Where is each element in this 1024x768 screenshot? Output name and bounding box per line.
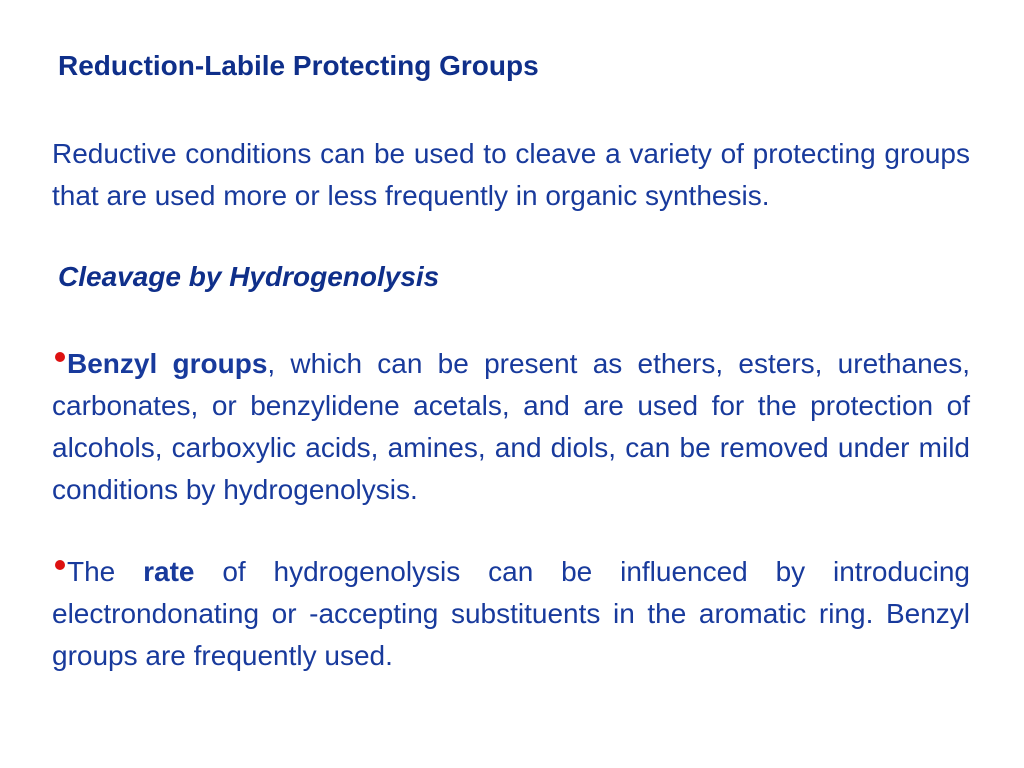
bullet-item-benzyl-groups	[52, 343, 970, 511]
bullet-text-pre: The	[67, 556, 144, 587]
section-heading: Cleavage by Hydrogenolysis	[58, 261, 440, 292]
bullet-icon	[55, 352, 65, 362]
slide-title: Reduction-Labile Protecting Groups	[58, 50, 539, 81]
bullet-item-rate	[52, 551, 970, 677]
bullet-bold-word: rate	[143, 556, 195, 587]
bullet-bold-lead: Benzyl groups	[67, 348, 268, 379]
bullet-text: of hydrogenolysis can be influenced by introducing electrondonating or -accepting substituents in the aromatic ring. Benzyl groups are frequently used.	[52, 556, 970, 671]
bullet-text: , which can be present as ethers, esters, urethanes, carbonates, or benzylidene acetals, and are used for the protection of alcohols, carboxylic acids, amines, and diols, can be removed under mild conditions by hydrogenolysis.	[52, 348, 970, 505]
bullet-icon	[55, 560, 65, 570]
intro-paragraph: Reductive conditions can be used to cleave a variety of protecting groups that are used more or less frequently in organic synthesis.	[52, 138, 970, 211]
